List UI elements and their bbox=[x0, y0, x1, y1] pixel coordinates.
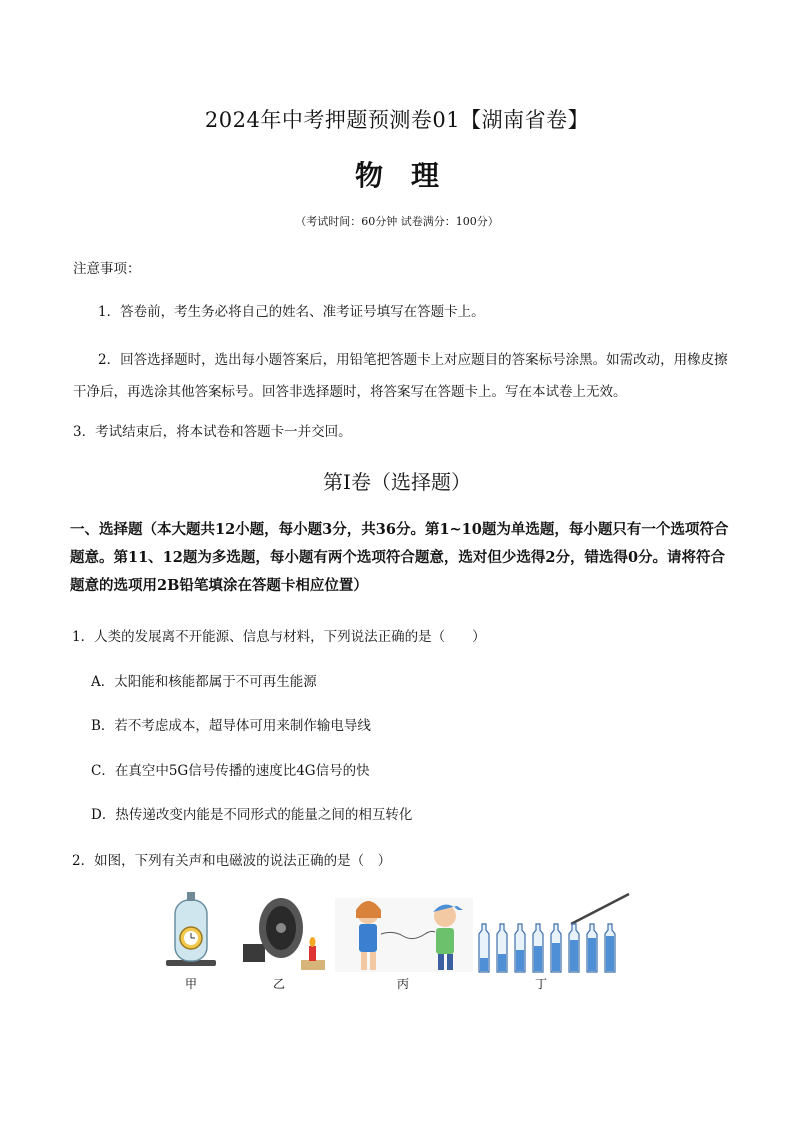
section-instructions: 一、选择题（本大题共12小题，每小题3分，共36分。第1~10题为单选题，每小题只有一个选项符合题意。第11、12题为多选题，每小题有两个选项符合题意，选对但少选得2分，错选得0分。请将符合题意的选项用2B铅笔填涂在答题卡相应位置） bbox=[70, 521, 729, 594]
sound-wave-illustrations bbox=[163, 888, 635, 976]
notice-item-2: 2．回答选择题时，选出每小题答案后，用铅笔把答题卡上对应题目的答案标号涂黑。如需改动，用橡皮擦干净后，再选涂其他答案标号。回答非选择题时，将答案写在答题卡上。写在本试卷上无效。 bbox=[73, 352, 728, 400]
notice-heading: 注意事项： bbox=[73, 261, 141, 277]
question-1-option-b: B．若不考虑成本，超导体可用来制作输电导线 bbox=[91, 718, 371, 734]
bell-jar-alarm-icon bbox=[166, 892, 216, 966]
question-2-figure bbox=[163, 888, 635, 998]
exam-meta: （考试时间：60分钟 试卷满分：100分） bbox=[295, 215, 499, 228]
notice-item-3: 3．考试结束后，将本试卷和答题卡一并交回。 bbox=[73, 424, 352, 440]
figure-label-ding: 丁 bbox=[535, 977, 548, 991]
question-1-option-d: D．热传递改变内能是不同形式的能量之间的相互转化 bbox=[91, 807, 413, 823]
figure-label-yi: 乙 bbox=[273, 977, 286, 991]
water-bottles-icon bbox=[479, 894, 629, 972]
paper-title: 2024年中考押题预测卷01【湖南省卷】 bbox=[204, 108, 590, 132]
section-title: 第Ⅰ卷（选择题） bbox=[323, 470, 471, 494]
notice-item-1: 1．答卷前，考生务必将自己的姓名、准考证号填写在答题卡上。 bbox=[98, 304, 485, 320]
string-telephone-icon bbox=[335, 898, 473, 972]
subject-heading: 物理 bbox=[354, 159, 467, 192]
speaker-candle-icon bbox=[243, 898, 325, 970]
question-1-stem: 1．人类的发展离不开能源、信息与材料，下列说法正确的是（ ） bbox=[72, 629, 486, 645]
figure-label-jia: 甲 bbox=[185, 977, 198, 991]
question-1-option-c: C．在真空中5G信号传播的速度比4G信号的快 bbox=[91, 763, 370, 779]
question-2-stem: 2．如图，下列有关声和电磁波的说法正确的是（ ） bbox=[72, 853, 392, 869]
question-1-option-a: A．太阳能和核能都属于不可再生能源 bbox=[91, 674, 317, 690]
figure-label-bing: 丙 bbox=[397, 977, 410, 991]
